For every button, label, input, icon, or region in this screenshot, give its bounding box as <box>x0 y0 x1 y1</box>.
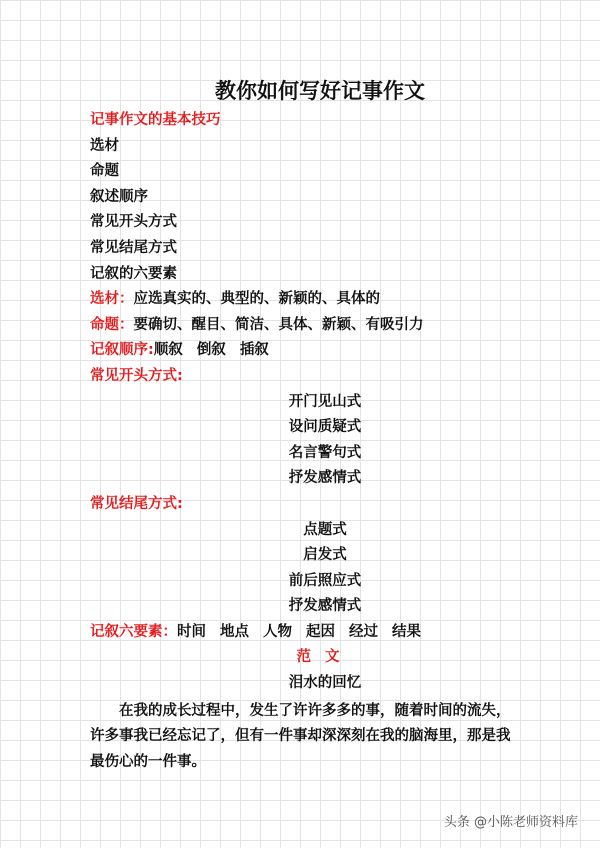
basics-item: 叙述顺序 <box>90 188 148 205</box>
mingti-text: 要确切、醒目、简洁、具体、新颖、有吸引力 <box>133 316 424 333</box>
six-element: 人物 <box>263 623 292 640</box>
xuancai-text: 应选真实的、典型的、新颖的、具体的 <box>133 291 380 308</box>
essay-title: 泪水的回忆 <box>288 675 362 692</box>
xuancai-line <box>90 287 530 313</box>
six-element: 地点 <box>220 623 249 640</box>
ending-item: 前后照应式 <box>288 572 362 589</box>
opening-item: 设问质疑式 <box>288 419 362 436</box>
six-elements-label: 记叙六要素： <box>90 623 177 640</box>
order-item: 插叙 <box>239 342 269 359</box>
opening-item: 开门见山式 <box>288 393 362 410</box>
basics-item: 选材 <box>90 137 119 154</box>
mingti-line <box>90 313 530 339</box>
basics-heading: 记事作文的基本技巧 <box>90 112 221 128</box>
opening-item: 抒发感情式 <box>288 470 362 487</box>
six-element: 经过 <box>349 623 378 640</box>
document-title: 教你如何写好记事作文 <box>215 79 425 103</box>
order-line <box>90 338 530 364</box>
document-page <box>90 74 530 776</box>
mingti-label: 命题： <box>90 316 134 333</box>
order-label: 记叙顺序: <box>90 342 154 359</box>
ending-item: 启发式 <box>303 547 347 564</box>
opening-heading: 常见开头方式: <box>90 367 183 384</box>
basics-item: 记叙的六要素 <box>90 265 177 282</box>
ending-heading: 常见结尾方式: <box>90 495 183 512</box>
ending-item: 抒发感情式 <box>288 598 362 615</box>
six-element: 结果 <box>392 623 421 640</box>
ending-item: 点题式 <box>303 521 347 538</box>
six-elements-line <box>90 620 530 646</box>
basics-item: 命题 <box>90 163 119 180</box>
six-element: 时间 <box>177 623 206 640</box>
xuancai-label: 选材： <box>90 291 134 308</box>
essay-heading: 范文 <box>296 649 354 666</box>
watermark: 头条 @小陈老师资料库 <box>443 815 578 830</box>
opening-item: 名言警句式 <box>288 444 362 461</box>
basics-item: 常见结尾方式 <box>90 239 177 256</box>
order-item: 顺叙 <box>153 342 183 359</box>
order-item: 倒叙 <box>196 342 226 359</box>
basics-item: 常见开头方式 <box>90 214 177 231</box>
six-element: 起因 <box>306 623 335 640</box>
essay-paragraph: 在我的成长过程中，发生了许许多多的事，随着时间的流失，许多事我已经忘记了，但有一件事却深深刻在我的脑海里，那是我最伤心的一件事。 <box>90 702 511 771</box>
